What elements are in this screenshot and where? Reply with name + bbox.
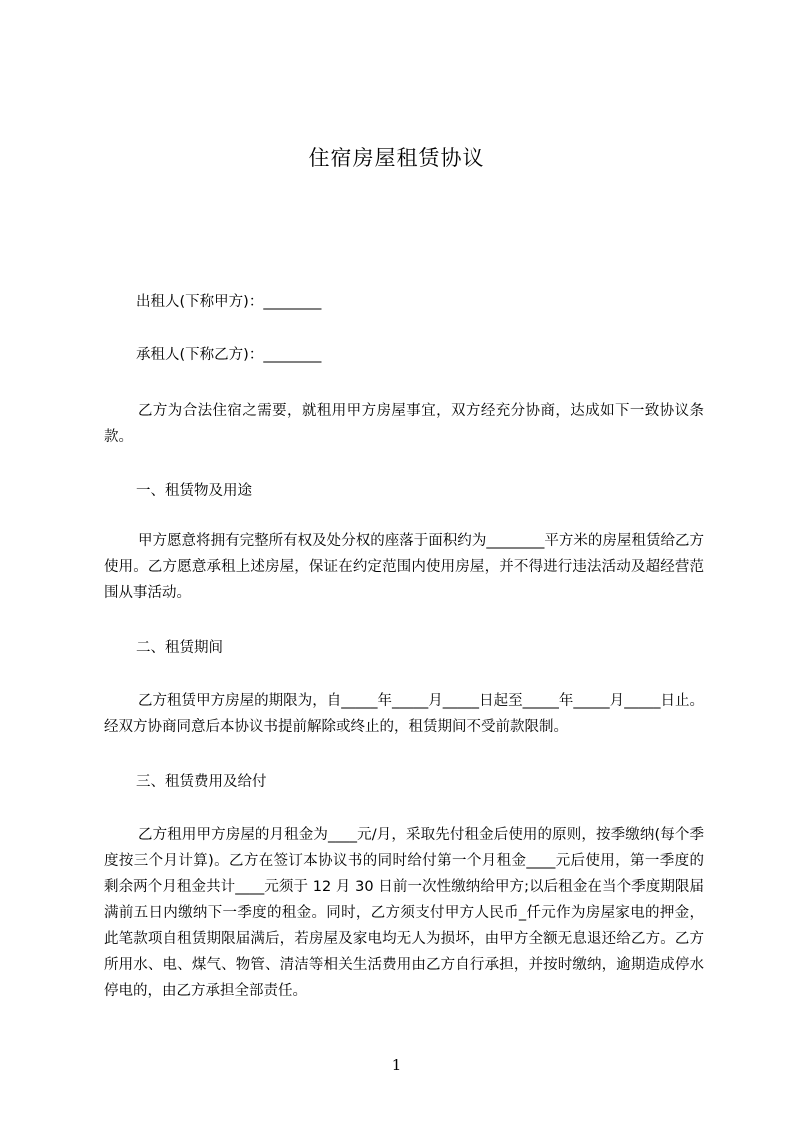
page-number: 1 <box>391 1056 402 1074</box>
section-body-1: 甲方愿意将拥有完整所有权及处分权的座落于面积约为________平方米的房屋租赁给乙方使用。乙方愿意承租上述房屋，保证在约定范围内使用房屋，并不得进行违法活动及超经营范围从事活动。 <box>104 533 704 601</box>
section-heading-2: 二、租赁期间 <box>136 640 223 656</box>
section-heading-3: 三、租赁费用及给付 <box>136 774 267 790</box>
section-body-3: 乙方租用甲方房屋的月租金为____元/月，采取先付租金后使用的原则，按季缴纳(每个季度按三个月计算)。乙方在签订本协议书的同时给付第一个月租金____元后使用，第一季度的剩余两个月租金共计____元须于 12 月 30 日前一次性缴纳给甲方;以后租金在当个季度期限届满前五日内缴纳下一季度的租金。同时，乙方须支付甲方人民币_仟元作为房屋家电的押金，此笔款项自租赁期限届满后，若房屋及家电均无人为损坏，由甲方全额无息退还给乙方。乙方所用水、电、煤气、物管、清洁等相关生活费用由乙方自行承担，并按时缴纳，逾期造成停水停电的，由乙方承担全部责任。 <box>104 827 704 999</box>
section-body-2: 乙方租赁甲方房屋的期限为，自_____年_____月_____日起至_____年_____月_____日止。经双方协商同意后本协议书提前解除或终止的，租赁期间不受前款限制。 <box>104 693 704 735</box>
section-heading-1: 一、租赁物及用途 <box>136 483 252 499</box>
intro-paragraph: 乙方为合法住宿之需要，就租用甲方房屋事宜，双方经充分协商，达成如下一致协议条款。 <box>104 403 704 445</box>
document-title: 住宿房屋租赁协议 <box>308 146 485 170</box>
lessee-line: 承租人(下称乙方)：________ <box>136 347 322 363</box>
lessor-line: 出租人(下称甲方)：________ <box>136 294 322 310</box>
